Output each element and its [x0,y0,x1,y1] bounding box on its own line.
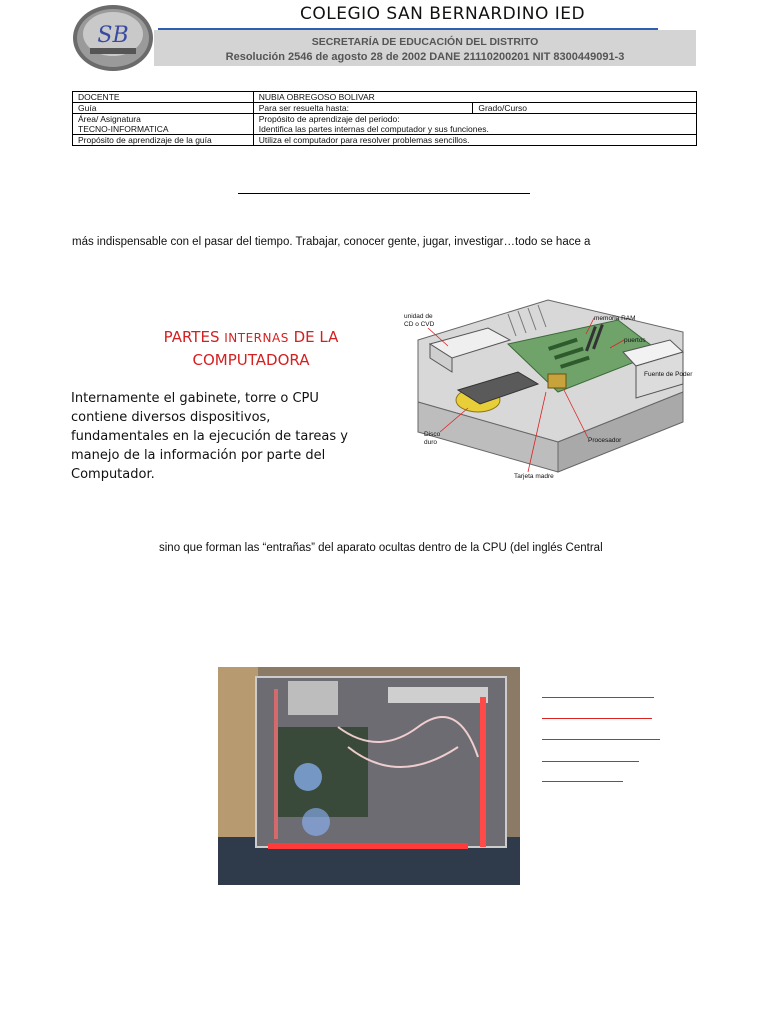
label-puertos: puertos [624,337,646,344]
guia-label: Guía [73,103,254,114]
label-tarjeta: Tarjeta madre [514,473,554,480]
grado-label: Grado/Curso [473,103,697,114]
title-computadora: COMPUTADORA [192,351,310,369]
logo-initials: SB [97,23,129,48]
table-row [73,103,697,114]
label-memoria: memoria RAM [594,315,636,322]
label-disco-2: duro [424,439,438,446]
processor-chip [548,374,566,388]
proposito-guia-value: Utiliza el computador para resolver problemas sencillos. [253,135,696,146]
title-internas: INTERNAS [224,331,289,345]
proposito-guia-label: Propósito de aprendizaje de la guía [73,135,254,146]
area-label: Área/ Asignatura [78,114,141,124]
resuelta-label: Para ser resuelta hasta: [253,103,473,114]
secretaria-line: SECRETARÍA DE EDUCACIÓN DEL DISTRITO [311,36,539,48]
resolution-line: Resolución 2546 de agosto 28 de 2002 DANE 21110200201 NIT 8300449091-3 [225,51,625,63]
section-divider [238,193,530,194]
answer-line[interactable] [542,761,639,762]
header-rule [158,28,658,30]
answer-line[interactable] [542,781,623,782]
pc-internals-diagram [398,292,698,486]
docente-value: NUBIA OBREGOSO BOLIVAR [253,92,696,103]
label-unidad-2: CD o CVD [404,321,435,328]
area-subject: TECNO-INFORMATICA [78,124,169,134]
docente-label: DOCENTE [73,92,254,103]
open-cpu-photo [218,667,520,885]
proposito-periodo-label: Propósito de aprendizaje del periodo: [258,114,400,124]
label-unidad-1: unidad de [404,313,433,320]
proposito-periodo-value: Identifica las partes internas del computador y sus funciones. [258,124,489,134]
label-procesador: Procesador [588,437,622,444]
table-row [73,135,697,146]
info-table [72,91,697,146]
paragraph-1: más indispensable con el pasar del tiempo. Trabajar, conocer gente, jugar, investigar…todo se hace a [72,236,591,248]
school-logo [72,4,154,72]
table-row [73,114,697,135]
title-partes: PARTES [163,328,220,346]
title-de-la: DE LA [293,328,339,346]
parts-title [120,326,382,371]
intro-text: Internamente el gabinete, torre o CPU contiene diversos dispositivos, fundamentales en la ejecución de tareas y manejo de la información por parte del Computador. [71,391,348,482]
answer-line[interactable] [542,739,660,740]
paragraph-2: sino que forman las “entrañas” del aparato ocultas dentro de la CPU (del inglés Central [159,542,603,554]
answer-line[interactable] [542,697,654,698]
answer-line[interactable] [542,718,652,719]
table-row [73,92,697,103]
label-disco-1: Disco [424,431,441,438]
school-name: COLEGIO SAN BERNARDINO IED [300,4,586,24]
label-fuente: Fuente de Poder [644,371,693,378]
